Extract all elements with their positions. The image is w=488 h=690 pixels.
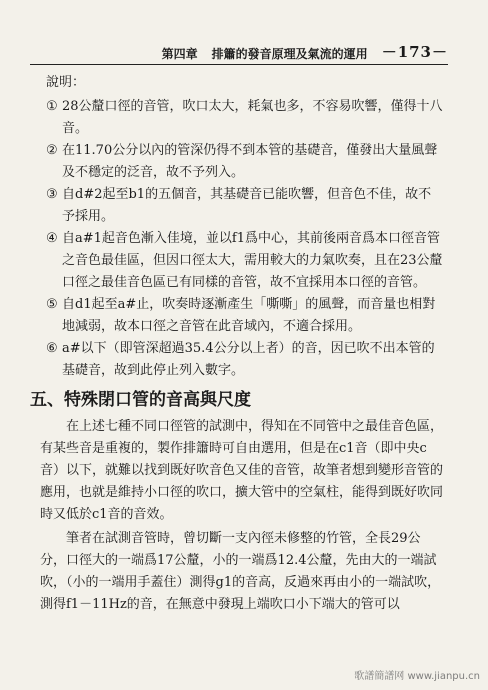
body-paragraph: 筆者在試測音管時，曾切斷一支內徑未修整的竹管，全長29公分，口徑大的一端爲17公釐，小的一端爲12.4公釐，先由大的一端試吹，（小的一端用手蓋住）測得g1的音高，反過來再由小的一端試吹，測得f1－11Hz的音，在無意中發現上端吹口小下端大的管可以 [40, 531, 441, 612]
section-heading: 五、特殊閉口管的音高與尺度 [30, 390, 251, 410]
chapter-label: 第四章 [161, 47, 198, 61]
note-text: 28公釐口徑的音管，吹口太大，耗氣也多，不容易吹響，僅得十八音。 [62, 99, 443, 136]
note-number: ④ [46, 231, 58, 246]
note-item [46, 184, 444, 228]
page-body [30, 72, 444, 618]
note-text: 自d1起至a#止，吹奏時逐漸產生「嘶嘶」的風聲，而音量也相對地減弱，故本口徑之音管在此音域內，不適合採用。 [62, 297, 436, 334]
note-item [46, 294, 444, 338]
note-number: ① [46, 99, 58, 114]
note-text: 自a#1起音色漸入佳境，並以f1爲中心，其前後兩音爲本口徑音管之音色最佳區，但因口徑太大，需用較大的力氣吹奏，且在23公釐口徑之最佳音色區已有同樣的音管，故不宜採用本口徑的音管。 [62, 231, 443, 290]
note-number: ⑤ [46, 297, 58, 312]
header-rule [30, 64, 448, 65]
note-item [46, 140, 444, 184]
running-header [30, 40, 448, 62]
note-text: a#以下（即管深超過35.4公分以上者）的音，因已吹不出本管的基礎音，故到此停止列入數字。 [62, 341, 435, 378]
note-number: ② [46, 143, 58, 158]
note-item [46, 338, 444, 382]
chapter-title: 排簫的發音原理及氣流的運用 [211, 47, 368, 61]
note-number: ⑥ [46, 341, 58, 356]
note-text: 在11.70公分以內的管深仍得不到本管的基礎音，僅發出大量風聲及不穩定的泛音，故不予列入。 [62, 143, 438, 180]
note-number: ③ [46, 187, 58, 202]
note-item [46, 96, 444, 140]
page-number: －173－ [381, 43, 448, 61]
note-item [46, 228, 444, 294]
notes-label: 說明： [46, 75, 86, 90]
body-paragraph: 在上述七種不同口徑管的試測中，得知在不同管中之最佳音色區，有某些音是重複的，製作排簫時可自由選用，但是在c1音（即中央c音）以下，就難以找到既好吹音色又佳的音管，故筆者想到變形音管的應用，也就是維持小口徑的吹口，擴大管中的空氣柱，能得到既好吹同時又低於c1音的音效。 [40, 419, 444, 522]
note-text: 自d#2起至b1的五個音，其基礎音已能吹響，但音色不佳，故不予採用。 [62, 187, 432, 224]
site-watermark: 歌譜簡譜网 www.jianpu.cn [354, 671, 480, 682]
